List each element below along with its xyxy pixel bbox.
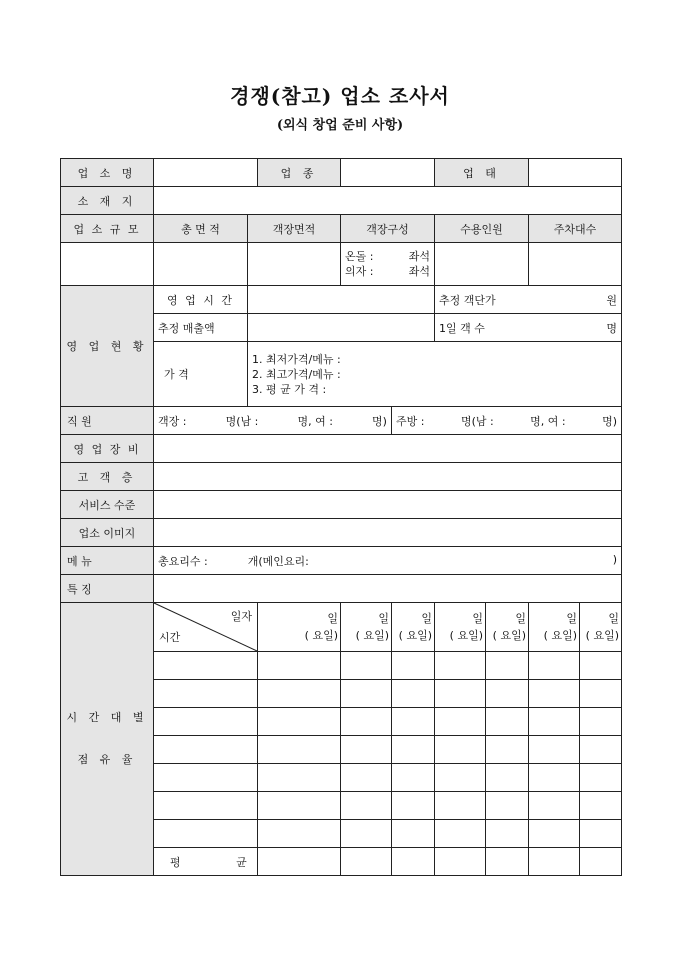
date-label: 일자 (230, 610, 252, 623)
page-title: 경쟁(참고) 업소 조사서 (230, 84, 450, 108)
label-business-type: 업 종 (258, 159, 341, 187)
share-cell[interactable] (529, 764, 580, 792)
share-cell[interactable] (341, 652, 392, 680)
average-cell[interactable] (392, 848, 435, 876)
menu-main-label: 개(메인요리: (247, 554, 309, 568)
share-cell[interactable] (392, 680, 435, 708)
scale-header-hall-composition: 객장구성 (341, 215, 435, 243)
label-business-category: 업 태 (435, 159, 529, 187)
person-unit: 명 (606, 321, 617, 335)
label-average: 평 균 (154, 848, 258, 876)
share-cell[interactable] (580, 652, 622, 680)
seat-unit: 좌석 (408, 250, 430, 263)
customers-field[interactable] (154, 463, 622, 491)
equipment-field[interactable] (154, 435, 622, 463)
hall-staff-label: 객장 : (158, 414, 187, 428)
business-type-field[interactable] (341, 159, 435, 187)
time-label: 시간 (159, 631, 181, 644)
parking-field[interactable] (529, 243, 622, 286)
share-cell[interactable] (529, 820, 580, 848)
business-name-field[interactable] (154, 159, 258, 187)
image-field[interactable] (154, 519, 622, 547)
male-label: 명(남 : (460, 414, 494, 428)
share-cell[interactable] (435, 736, 486, 764)
share-cell[interactable] (580, 820, 622, 848)
share-cell[interactable] (580, 764, 622, 792)
share-cell[interactable] (392, 764, 435, 792)
kitchen-staff-field[interactable] (392, 407, 622, 435)
capacity-field[interactable] (435, 243, 529, 286)
time-slot-cell[interactable] (154, 708, 258, 736)
features-field[interactable] (154, 575, 622, 603)
time-slot-cell[interactable] (154, 792, 258, 820)
average-cell[interactable] (341, 848, 392, 876)
share-cell[interactable] (258, 736, 341, 764)
price-item-highest: 2. 최고가격/메뉴 : (252, 367, 341, 381)
share-cell[interactable] (486, 652, 529, 680)
share-cell[interactable] (341, 708, 392, 736)
share-cell[interactable] (341, 820, 392, 848)
address-field[interactable] (154, 187, 622, 215)
kitchen-staff-label: 주방 : (396, 414, 425, 428)
time-slot-cell[interactable] (154, 652, 258, 680)
label-menu: 메 뉴 (61, 547, 154, 575)
share-cell[interactable] (258, 764, 341, 792)
share-cell[interactable] (392, 792, 435, 820)
menu-close-label: ) (612, 552, 617, 566)
scale-header-capacity: 수용인원 (435, 215, 529, 243)
share-cell[interactable] (580, 708, 622, 736)
label-business-name: 업 소 명 (61, 159, 154, 187)
label-scale: 업 소 규 모 (61, 215, 154, 243)
label-image: 업소 이미지 (61, 519, 154, 547)
date-time-header (154, 603, 258, 652)
share-cell[interactable] (486, 680, 529, 708)
share-cell[interactable] (435, 708, 486, 736)
share-cell[interactable] (580, 736, 622, 764)
share-cell[interactable] (258, 820, 341, 848)
average-cell[interactable] (580, 848, 622, 876)
share-cell[interactable] (341, 764, 392, 792)
label-features: 특 징 (61, 575, 154, 603)
page-subtitle: (외식 창업 준비 사항) (276, 118, 404, 133)
label-avg-price: 추정 객단가 (439, 293, 496, 307)
female-label: 명, 여 : (297, 414, 333, 428)
time-slot-cell[interactable] (154, 764, 258, 792)
share-cell[interactable] (435, 792, 486, 820)
price-item-lowest: 1. 최저가격/메뉴 : (252, 352, 341, 366)
share-cell[interactable] (341, 792, 392, 820)
daily-customers-field[interactable] (435, 314, 622, 342)
share-cell[interactable] (580, 680, 622, 708)
share-cell[interactable] (435, 680, 486, 708)
close-label: 명) (602, 414, 617, 428)
chair-label: 의자 : (345, 265, 374, 278)
revenue-field[interactable] (248, 314, 435, 342)
share-cell[interactable] (392, 736, 435, 764)
share-cell[interactable] (258, 708, 341, 736)
share-cell[interactable] (580, 792, 622, 820)
scale-blank-cell (61, 243, 154, 286)
share-cell[interactable] (341, 736, 392, 764)
share-cell[interactable] (486, 708, 529, 736)
share-cell[interactable] (529, 708, 580, 736)
day-header: 일 ( 요일) (392, 603, 435, 652)
label-equipment: 영 업 장 비 (61, 435, 154, 463)
share-cell[interactable] (529, 736, 580, 764)
hall-staff-field[interactable] (154, 407, 392, 435)
survey-form (60, 158, 622, 876)
label-service: 서비스 수준 (61, 491, 154, 519)
label-daily-customers: 1일 객 수 (439, 321, 485, 335)
share-cell[interactable] (529, 652, 580, 680)
label-customers: 고 객 층 (61, 463, 154, 491)
average-cell[interactable] (486, 848, 529, 876)
ondol-label: 온돌 : (345, 250, 374, 263)
scale-header-total-area: 총 면 적 (154, 215, 248, 243)
menu-field[interactable] (154, 547, 622, 575)
time-slot-cell[interactable] (154, 736, 258, 764)
time-slot-cell[interactable] (154, 680, 258, 708)
share-cell[interactable] (486, 820, 529, 848)
label-revenue: 추정 매출액 (154, 314, 248, 342)
scale-header-hall-area: 객장면적 (248, 215, 341, 243)
share-cell[interactable] (258, 792, 341, 820)
seat-unit: 좌석 (408, 265, 430, 278)
menu-total-label: 총요리수 : (158, 554, 208, 568)
share-cell[interactable] (435, 652, 486, 680)
label-sales-status: 영 업 현 황 (61, 286, 154, 407)
day-header: 일 ( 요일) (435, 603, 486, 652)
share-cell[interactable] (486, 792, 529, 820)
share-cell[interactable] (258, 652, 341, 680)
day-header: 일 ( 요일) (258, 603, 341, 652)
share-cell[interactable] (529, 792, 580, 820)
share-cell[interactable] (392, 708, 435, 736)
share-cell[interactable] (435, 820, 486, 848)
label-time-share: 시 간 대 별 점 유 율 (61, 603, 154, 876)
share-cell[interactable] (258, 680, 341, 708)
share-cell[interactable] (341, 680, 392, 708)
share-cell[interactable] (486, 764, 529, 792)
share-cell[interactable] (392, 820, 435, 848)
share-cell[interactable] (392, 652, 435, 680)
day-header: 일 ( 요일) (580, 603, 622, 652)
day-header: 일 ( 요일) (341, 603, 392, 652)
share-cell[interactable] (435, 764, 486, 792)
male-label: 명(남 : (225, 414, 259, 428)
avg-price-field[interactable] (435, 286, 622, 314)
average-cell[interactable] (435, 848, 486, 876)
price-field[interactable] (248, 342, 622, 407)
hall-composition-field[interactable] (341, 243, 435, 286)
total-area-field[interactable] (154, 243, 248, 286)
service-field[interactable] (154, 491, 622, 519)
price-item-average: 3. 평 균 가 격 : (252, 382, 327, 396)
business-category-field[interactable] (529, 159, 622, 187)
label-staff: 직 원 (61, 407, 154, 435)
won-unit: 원 (606, 293, 617, 307)
day-header: 일 ( 요일) (486, 603, 529, 652)
label-business-hours: 영 업 시 간 (154, 286, 248, 314)
label-price: 가 격 (154, 342, 248, 407)
share-cell[interactable] (529, 680, 580, 708)
day-header: 일 ( 요일) (529, 603, 580, 652)
share-cell[interactable] (486, 736, 529, 764)
time-slot-cell[interactable] (154, 820, 258, 848)
label-address: 소 재 지 (61, 187, 154, 215)
scale-header-parking: 주차대수 (529, 215, 622, 243)
close-label: 명) (372, 414, 387, 428)
female-label: 명, 여 : (530, 414, 566, 428)
hall-area-field[interactable] (248, 243, 341, 286)
average-cell[interactable] (529, 848, 580, 876)
business-hours-field[interactable] (248, 286, 435, 314)
